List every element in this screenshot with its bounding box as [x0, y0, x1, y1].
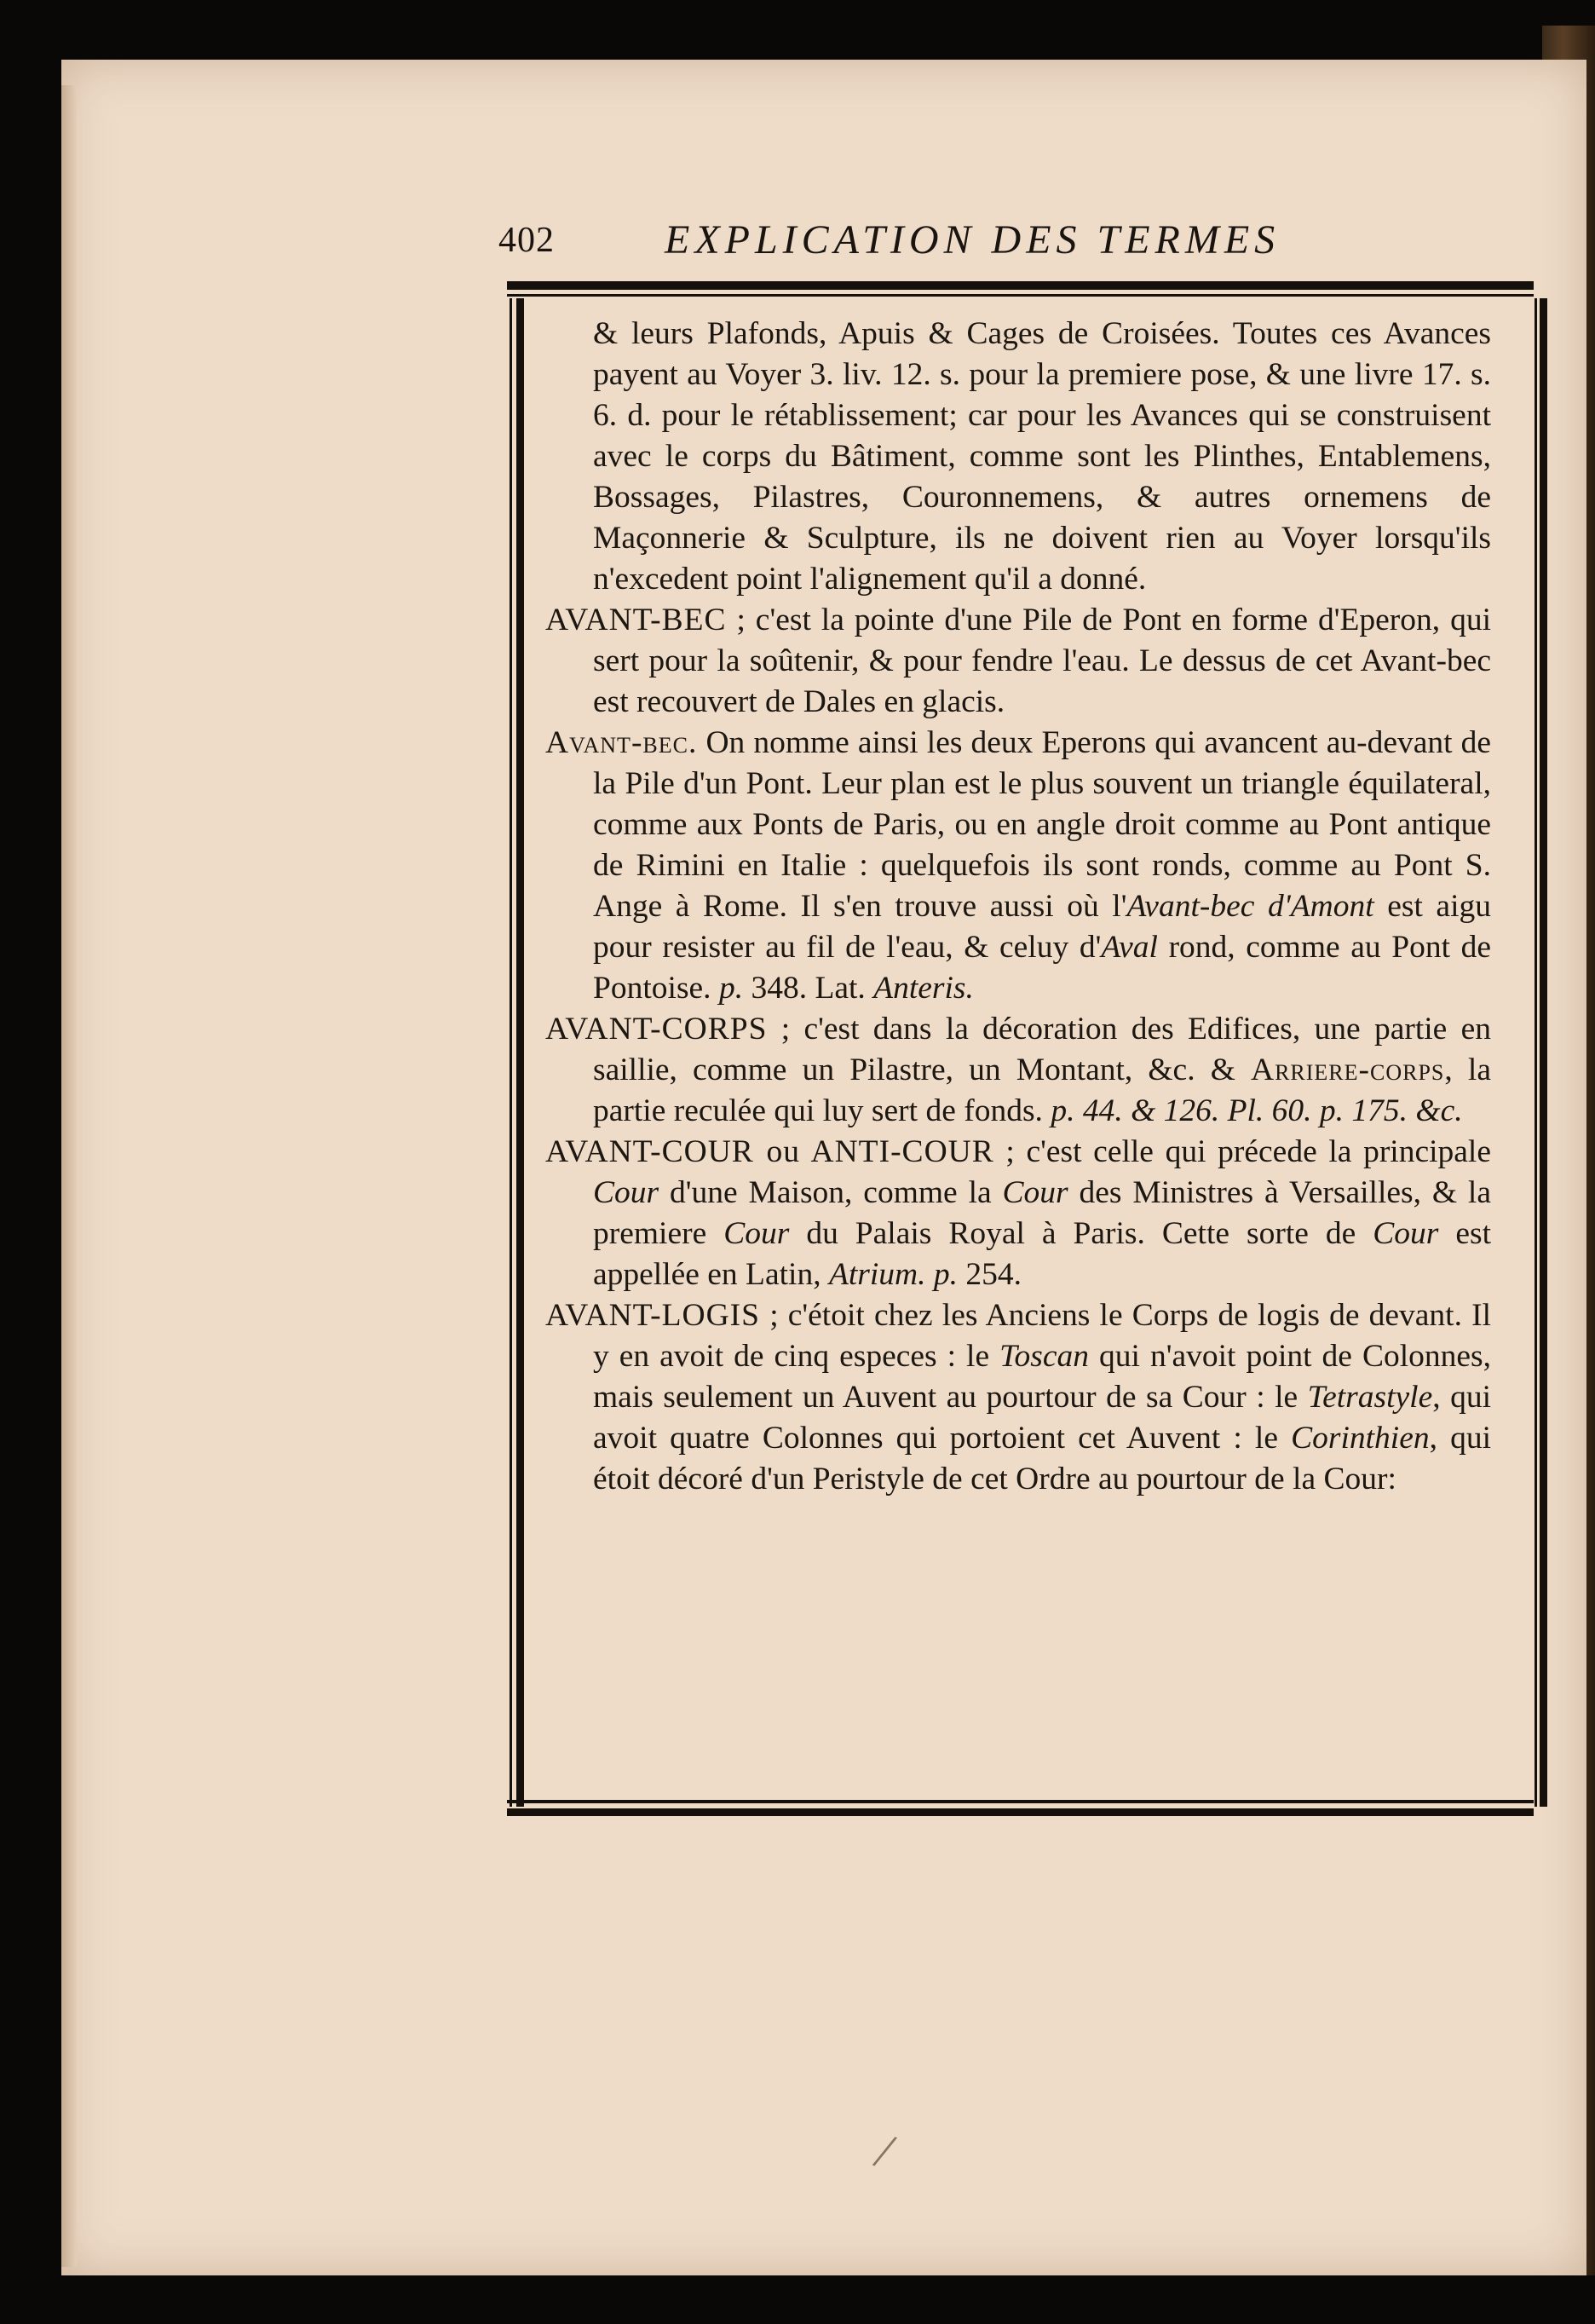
- entry-italic: Avant-bec d'Amont: [1126, 889, 1374, 924]
- entry-text: On nomme ainsi les deux Eperons qui avancent au-devant de la Pile d'un Pont. Leur plan est le plus souvent un triangle équilateral, comme aux Ponts de Paris, ou en angle droit comme au Pont antique de Rimini en Italie : quelquefois ils sont ronds, comme au Pont S. Ange à Rome. Il s'en trouve aussi où l': [593, 725, 1491, 924]
- frame-bottom-rule: [507, 1808, 1534, 1816]
- page-left-edge: [61, 85, 77, 2267]
- entry-italic: Toscan: [999, 1339, 1090, 1374]
- page-header: [498, 213, 1419, 273]
- entry-text: ; c'est celle qui précede la principale: [1005, 1134, 1491, 1169]
- entry-text: des Ministres à Versailles, & la premiere: [593, 1175, 1491, 1251]
- entry-italic: Aval: [1101, 930, 1158, 965]
- entry-text: d'une Maison, comme la: [659, 1175, 1003, 1210]
- entry-text: est appellée en Latin,: [593, 1216, 1491, 1292]
- entry-references: p. 44. & 126. Pl. 60. p. 175. &c.: [1051, 1093, 1463, 1128]
- entry-italic: Anteris.: [873, 971, 974, 1006]
- entry-text: ; c'étoit chez les Anciens le Corps de logis de devant. Il y en avoit de cinq especes : le: [593, 1298, 1492, 1374]
- entry-text: 348. Lat.: [743, 971, 874, 1006]
- entry-term: AVANT-CORPS: [545, 1012, 768, 1047]
- entry-avant-corps: [545, 1009, 1491, 1132]
- entry-text: , qui étoit décoré d'un Peristyle de cet Ordre au pourtour de la Cour:: [593, 1421, 1492, 1496]
- entry-avant-bec-2: [545, 723, 1491, 1009]
- entry-text: , qui avoit quatre Colonnes qui portoient cet Auvent : le: [593, 1380, 1491, 1456]
- entry-text: du Palais Royal à Paris. Cette sorte de: [789, 1216, 1373, 1251]
- entry-italic: Cour: [1373, 1216, 1439, 1251]
- frame-top-thin-rule: [507, 294, 1534, 297]
- entry-avant-bec: [545, 600, 1491, 723]
- pencil-mark: /: [868, 2122, 901, 2180]
- entry-text: 254.: [958, 1257, 1022, 1292]
- entry-text: est aigu pour resister au fil de l'eau, & celuy d': [593, 889, 1491, 965]
- running-title: EXPLICATION DES TERMES: [665, 217, 1281, 262]
- entry-avant-cour: [545, 1132, 1491, 1295]
- entry-italic: Tetrastyle: [1307, 1380, 1433, 1415]
- entry-italic: Atrium. p.: [828, 1257, 958, 1292]
- entry-term: Avant-bec.: [545, 725, 698, 760]
- frame-bottom-thin-rule: [507, 1800, 1534, 1803]
- entry-italic: p.: [718, 971, 744, 1006]
- entry-text: rond, comme au Pont de Pontoise.: [593, 930, 1491, 1006]
- entry-text: ; c'est la pointe d'une Pile de Pont en forme d'Eperon, qui sert pour la soûtenir, & pour fendre l'eau. Le dessus de cet Avant-bec est recouvert de Dales en glacis.: [593, 603, 1492, 719]
- glossary-text: [545, 314, 1491, 1500]
- entry-term: AVANT-BEC: [545, 603, 727, 637]
- continued-paragraph: & leurs Plafonds, Apuis & Cages de Croisées. Toutes ces Avances payent au Voyer 3. liv. 12. s. pour la premiere pose, & une livre 17. s. 6. d. pour le rétablissement; car pour les Avances qui se construisent avec le corps du Bâtiment, comme sont les Plinthes, Entablemens, Bossages, Pilastres, Couronnemens, & autres ornemens de Maçonnerie & Sculpture, ils ne doivent rien au Voyer lorsqu'ils n'excedent point l'alignement qu'il a donné.: [593, 316, 1491, 597]
- entry-term: AVANT-LOGIS: [545, 1298, 761, 1333]
- entry-italic: Cour: [723, 1216, 790, 1251]
- page-number: 402: [498, 221, 555, 260]
- entry-avant-logis: [545, 1295, 1491, 1500]
- entry-italic: Cour: [1002, 1175, 1068, 1210]
- entry-text: , la partie reculée qui luy sert de fonds.: [593, 1052, 1491, 1128]
- entry-text: qui n'avoit point de Colonnes, mais seulement un Auvent au pourtour de sa Cour : le: [593, 1339, 1491, 1415]
- entry-italic: Cour: [593, 1175, 659, 1210]
- frame-top-rule: [507, 281, 1534, 290]
- entry-smallcaps: Arriere-corps: [1251, 1052, 1445, 1087]
- entry-term: AVANT-COUR ou ANTI-COUR: [545, 1134, 994, 1169]
- entry-text: ; c'est dans la décoration des Edifices, une partie en saillie, comme un Pilastre, un Montant, &c. &: [593, 1012, 1491, 1087]
- entry-italic: Corinthien: [1291, 1421, 1430, 1456]
